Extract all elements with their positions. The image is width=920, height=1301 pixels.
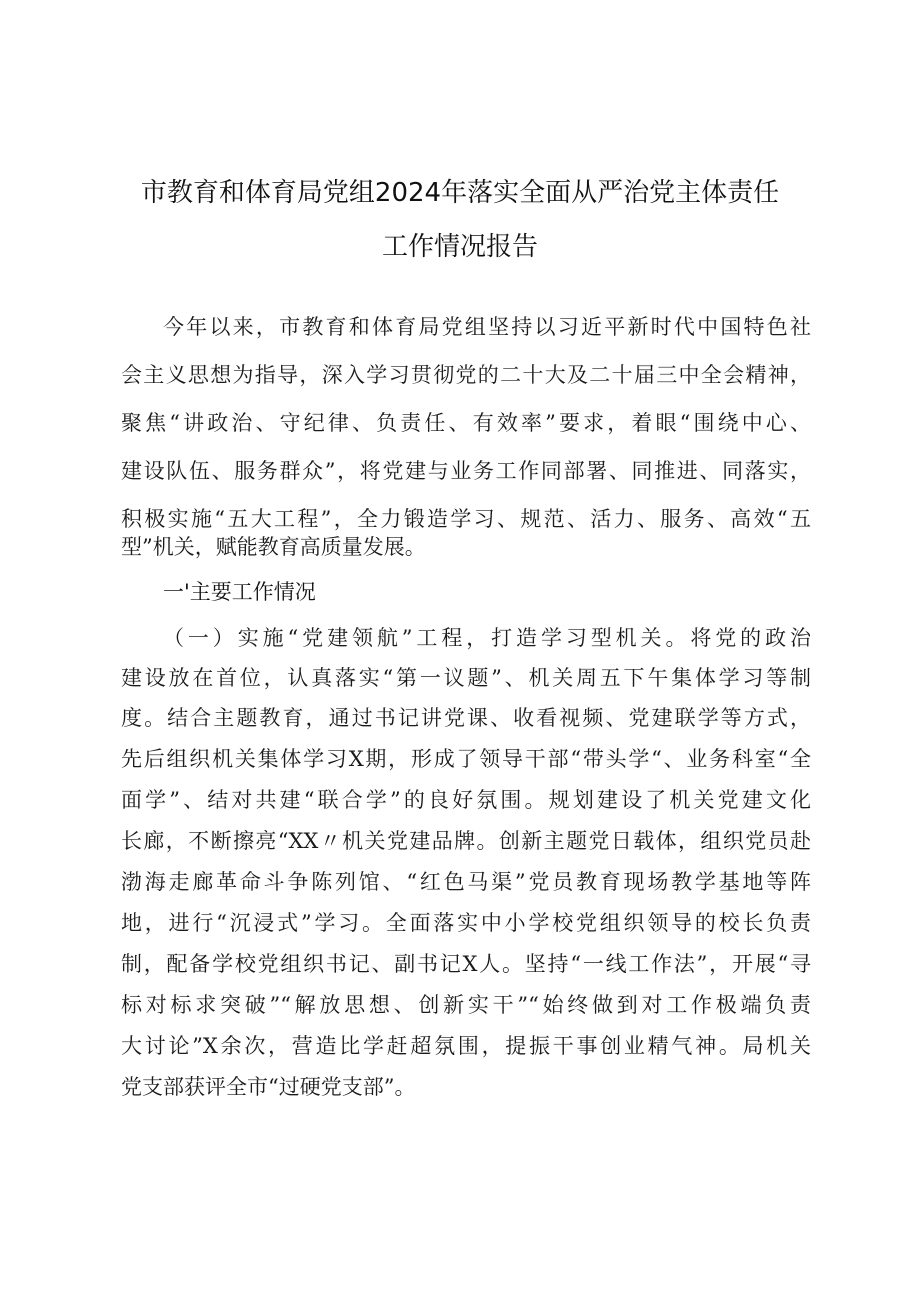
section-line: 面学”、结对共建“联合学”的良好氛围。规划建设了机关党建文化	[121, 788, 811, 812]
intro-line: 聚焦“讲政治、守纪律、负责任、有效率”要求，着眼“围绕中心、	[121, 411, 811, 435]
document-title-line-1: 市教育和体育局党组2024年落实全面从严治党主体责任	[140, 178, 780, 208]
section-line: 党支部获评全市“过硬党支部”。	[121, 1075, 416, 1099]
section-line: 渤海走廊革命斗争陈列馆、“红色马渠”党员教育现场教学基地等阵	[121, 870, 811, 894]
section-line: 地，进行“沉浸式”学习。全面落实中小学校党组织领导的校长负责	[121, 911, 811, 935]
document-title-line-2: 工作情况报告	[381, 232, 538, 262]
section-line: （一）实施“党建领航”工程，打造学习型机关。将党的政治	[163, 626, 811, 650]
section-line: 先后组织机关集体学习X期，形成了领导干部“带头学“、业务科室“全	[121, 747, 811, 771]
intro-line: 型”机关，赋能教育高质量发展。	[121, 535, 426, 559]
intro-line: 会主义思想为指导，深入学习贯彻党的二十大及二十届三中全会精神，	[121, 363, 811, 387]
section-line: 大讨论”X余次，营造比学赶超氛围，提振干事创业精气神。局机关	[121, 1034, 811, 1058]
intro-line: 建设队伍、服务群众”，将党建与业务工作同部署、同推进、同落实，	[121, 459, 811, 483]
section-line: 标对标求突破”“解放思想、创新实干”“始终做到对工作极端负责	[121, 993, 811, 1017]
section-line: 长廊，不断擦亮“XX〃机关党建品牌。创新主题党日载体，组织党员赴	[121, 829, 811, 853]
section-heading: 一'主要工作情况	[163, 580, 316, 604]
section-line: 建设放在首位，认真落实“第一议题”、机关周五下午集体学习等制	[121, 666, 811, 690]
section-line: 度。结合主题教育，通过书记讲党课、收看视频、党建联学等方式，	[121, 706, 811, 730]
intro-line: 今年以来，市教育和体育局党组坚持以习近平新时代中国特色社	[163, 315, 811, 339]
intro-line: 积极实施“五大工程”，全力锻造学习、规范、活力、服务、高效“五	[121, 507, 811, 531]
section-line: 制，配备学校党组织书记、副书记X人。坚持“一线工作法”，开展“寻	[121, 952, 811, 976]
